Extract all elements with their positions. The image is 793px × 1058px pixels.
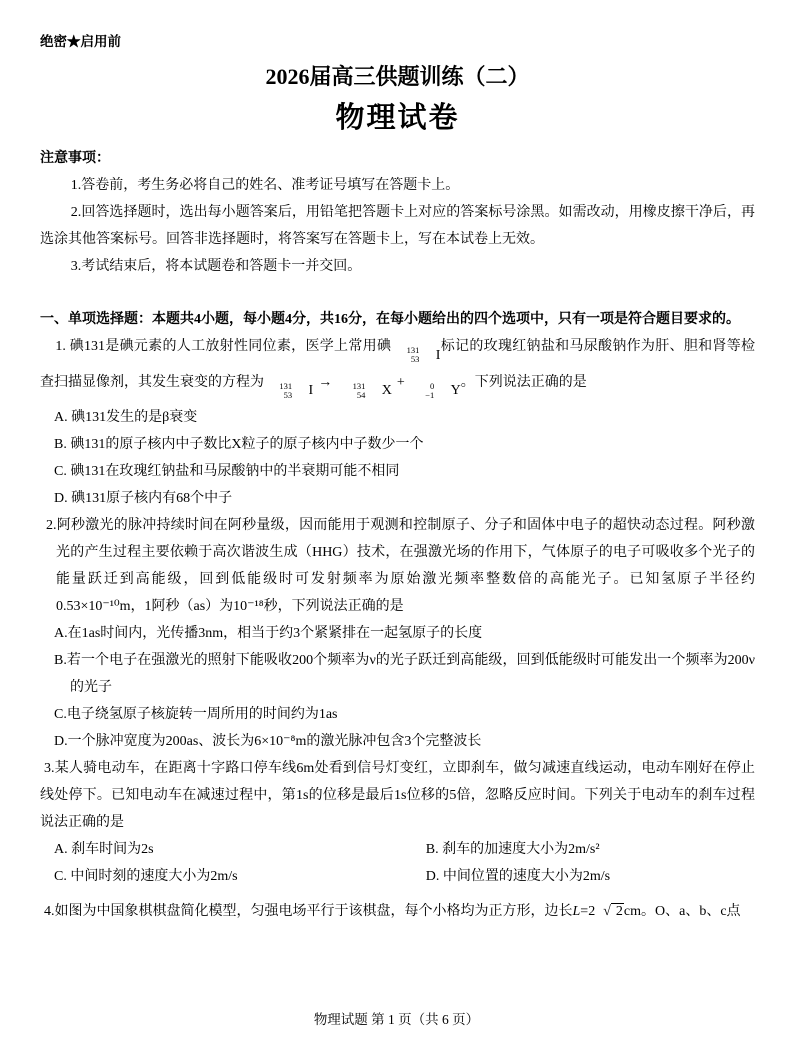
question-4-text [40, 898, 755, 925]
q2-option-b: B.若一个电子在强激光的照射下能吸收200个频率为ν的光子跃迁到高能级，回到低能级时可能发出一个频率为200ν的光子 [54, 653, 755, 695]
q4-text-part2: 。O、a、b、c点 [641, 904, 741, 919]
element-symbol: X [381, 383, 392, 398]
square-root-expression [595, 898, 624, 925]
exam-subtitle: 物理试卷 [335, 102, 460, 134]
page-footer: 物理试题 第 1 页（共 6 页） [313, 1012, 480, 1027]
decay-equation-lhs [264, 377, 313, 404]
plus-sign: + [396, 374, 405, 390]
unit-label: cm [623, 904, 641, 919]
q1-option-b: B. 碘131的原子核内中子数比X粒子的原子核内中子数少一个 [54, 437, 424, 452]
q3-option-b: B. 刹车的加速度大小为2m/s² [425, 842, 600, 857]
question-2-text: 2.阿秒激光的脉冲持续时间在阿秒量级，因而能用于观测和控制原子、分子和固体中电子的超快动态过程。阿秒激光的产生过程主要依赖于高次谐波生成（HHG）技术，在强激光场的作用下，气体原子的电子可吸收多个光子的能量跃迁到高能级，回到低能级时可发射频率为原始激光频率整数倍的高能光子。已知氢原子半径约0.53×10⁻¹⁰m，1阿秒（as）为10⁻¹⁸秒，下列说法正确的是 [46, 518, 755, 614]
mass-number: 131 [406, 345, 420, 355]
side-length-variable: L [572, 904, 581, 919]
q3-options-row-1 [40, 836, 755, 863]
radical-sign: √ [603, 904, 611, 919]
nuclide-scripts [337, 382, 365, 400]
q1-text-part2: 标记的玫瑰红钠盐和马尿酸钠作为肝、胆和肾等检查扫描显像剂，其发生衰变的方程为 [40, 339, 756, 390]
question-1 [40, 333, 755, 512]
section-1-heading: 一、单项选择题：本题共4小题，每小题4分，共16分，在每小题给出的四个选项中，只有一项是符合题目要求的。 [40, 312, 740, 327]
q3-option-c: C. 中间时刻的速度大小为2m/s [54, 869, 238, 884]
q3-option-d: D. 中间位置的速度大小为2m/s [425, 869, 611, 884]
decay-arrow: → [318, 374, 333, 390]
isotope-iodine-131 [391, 342, 440, 369]
element-symbol: I [308, 383, 314, 398]
atomic-number: −1 [425, 389, 435, 400]
question-1-text [40, 333, 755, 404]
notice-item-1: 1.答卷前，考生务必将自己的姓名、准考证号填写在答题卡上。 [70, 178, 460, 193]
q1-text-part3: 。下列说法正确的是 [460, 374, 587, 390]
element-symbol: I [435, 347, 441, 363]
question-3-text: 3.某人骑电动车，在距离十字路口停车线6m处看到信号灯变红，立即刹车，做匀减速直线运动，电动车刚好在停止线处停下。已知电动车在减速过程中，第1s的位移是最后1s位移的5倍，忽略反应时间。下列关于电动车的刹车过程说法正确的是 [40, 761, 755, 830]
atomic-number: 53 [283, 389, 293, 400]
element-symbol: Y [450, 383, 461, 398]
nuclide-scripts [264, 382, 292, 400]
mass-number: 131 [352, 380, 366, 391]
q3-option-a: A. 刹车时间为2s [54, 842, 154, 857]
notice-item-2: 2.回答选择题时，选出每小题答案后，用铅笔把答题卡上对应的答案标号涂黑。如需改动，用橡皮擦干净后，再选涂其他答案标号。回答非选择题时，将答案写在答题卡上，写在本试卷上无效。 [40, 205, 755, 247]
mass-number: 131 [279, 380, 293, 391]
q4-text-part1: 4.如图为中国象棋棋盘简化模型，匀强电场平行于该棋盘，每个小格均为正方形，边长 [44, 904, 573, 919]
question-4 [40, 898, 755, 925]
decay-equation-product-x [337, 377, 392, 404]
question-3 [40, 755, 755, 890]
decay-equation-product-y [410, 377, 461, 404]
exam-title: 2026届高三供题训练（二） [265, 64, 530, 89]
nuclide-scripts [391, 346, 419, 364]
equals-two: =2 [580, 904, 596, 919]
mass-number: 0 [429, 380, 435, 391]
q3-options-row-2 [40, 863, 755, 890]
notice-heading: 注意事项： [40, 151, 110, 166]
q2-option-c: C.电子绕氢原子核旋转一周所用的时间约为1as [54, 707, 338, 722]
q1-option-d: D. 碘131原子核内有68个中子 [54, 491, 233, 506]
q1-option-a: A. 碘131发生的是β衰变 [54, 410, 198, 425]
security-label: 绝密★启用前 [40, 34, 121, 49]
radicand: 2 [611, 903, 624, 920]
atomic-number: 53 [410, 354, 420, 364]
q1-option-c: C. 碘131在玫瑰红钠盐和马尿酸钠中的半衰期可能不相同 [54, 464, 400, 479]
atomic-number: 54 [356, 389, 366, 400]
nuclide-scripts [410, 382, 434, 400]
q2-option-a: A.在1as时间内，光传播3nm，相当于约3个紧紧排在一起氢原子的长度 [54, 626, 483, 641]
notice-item-3: 3.考试结束后，将本试题卷和答题卡一并交回。 [70, 259, 362, 274]
q2-option-d: D.一个脉冲宽度为200as、波长为6×10⁻⁸m的激光脉冲包含3个完整波长 [54, 734, 482, 749]
notice-section [40, 146, 755, 280]
q1-text-part1: 1. 碘131是碘元素的人工放射性同位素，医学上常用碘 [55, 339, 392, 354]
question-2 [40, 512, 755, 755]
